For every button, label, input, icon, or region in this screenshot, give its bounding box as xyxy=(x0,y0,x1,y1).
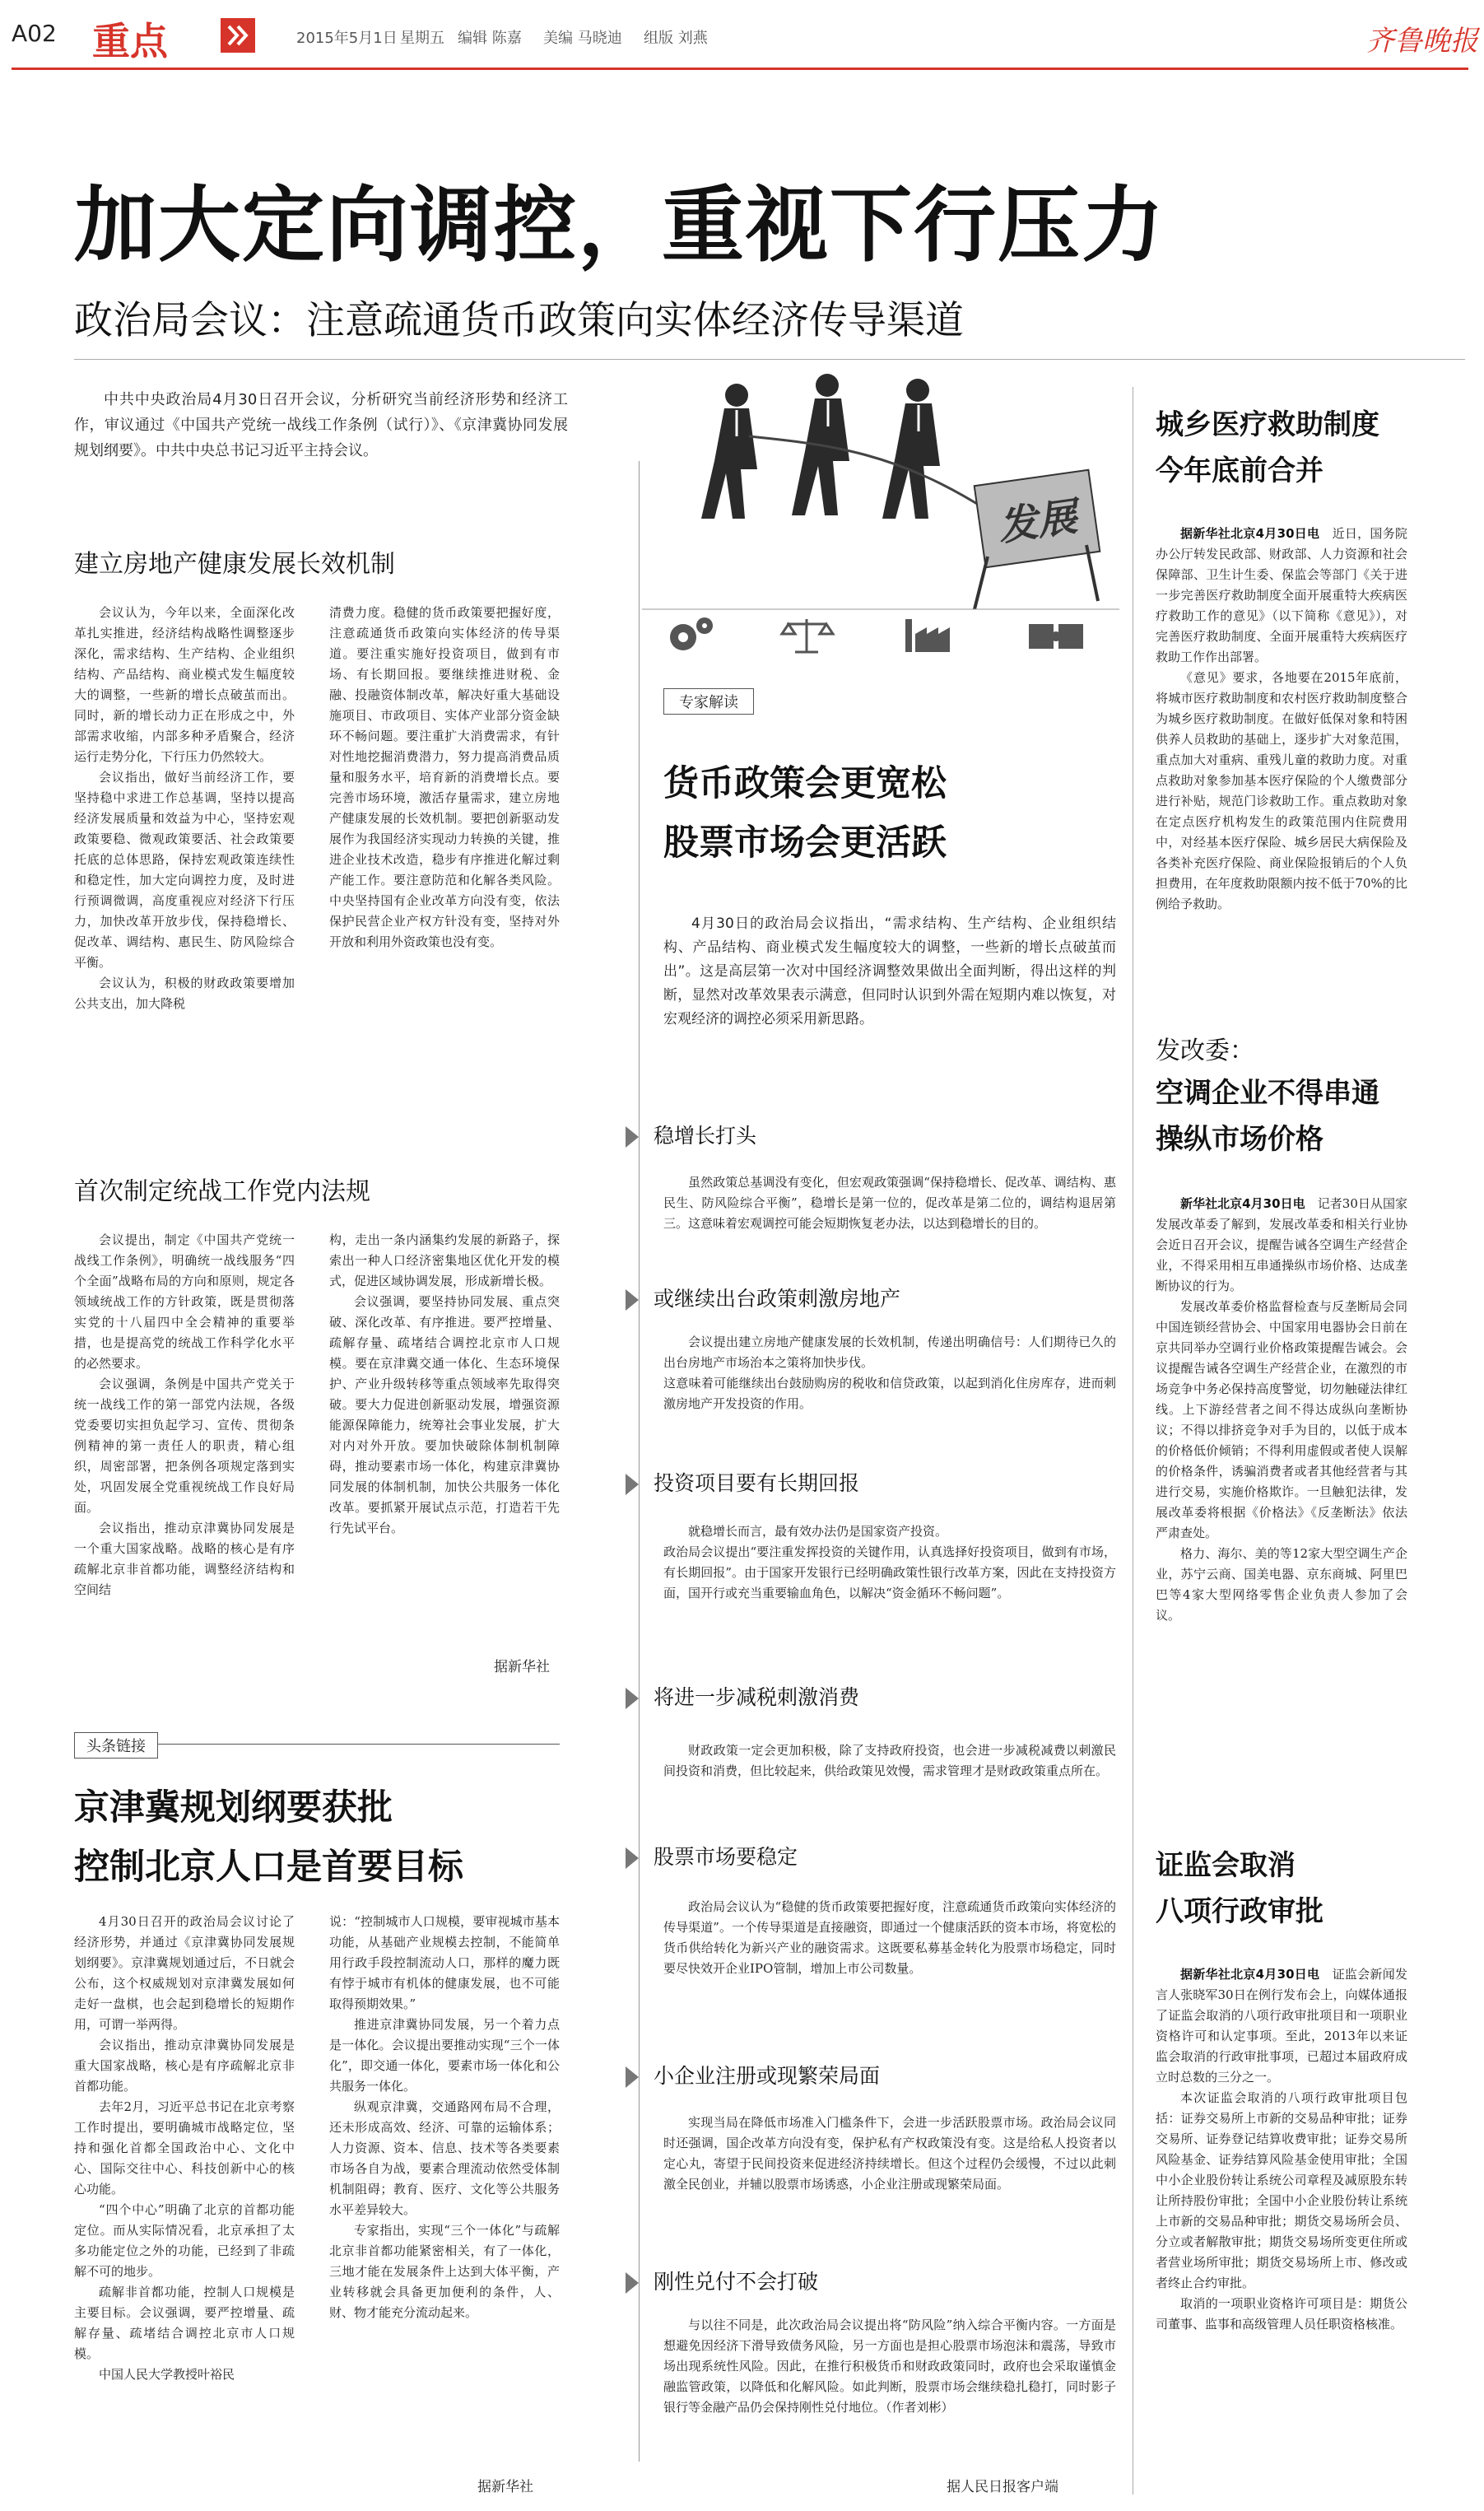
section2-right-column xyxy=(329,1230,560,1539)
issue-weekday: 星期五 xyxy=(400,30,444,47)
main-headline: 加大定向调控，重视下行压力 xyxy=(74,177,1165,273)
paragraph: 会议认为，今年以来，全面深化改革扎实推进，经济结构战略性调整逐步深化，需求结构、生产结构、企业组织结构、产品结构、商业模式发生幅度较大的调整，一些新的增长点破茧而出。同时，新的增长动力正在形成之中，外部需求收缩，内部多种矛盾聚合，经济运行走势分化，下行压力仍然较大。 xyxy=(74,605,295,764)
sidebar-credit: 据新华社 xyxy=(477,2479,533,2495)
expert-intro: 4月30日的政治局会议指出，“需求结构、生产结构、企业组织结构、产品结构、商业模式发生幅度较大的调整，一些新的增长点破茧而出”。这是高层第一次对中国经济调整效果做出全面判断，得出这样的判断，显然对改革效果表示满意，但同时认识到外需在短期内难以恢复，对宏观经济的调控必须采用新思路。 xyxy=(663,915,1116,1027)
sidebar-title-line2: 控制北京人口是首要目标 xyxy=(74,1847,463,1888)
expert-title-line2: 股票市场会更活跃 xyxy=(663,822,947,864)
section1-title: 建立房地产健康发展长效机制 xyxy=(74,550,395,579)
expert-tag: 专家解读 xyxy=(663,688,754,715)
paragraph: 会议指出，推动京津冀协同发展是重大国家战略，核心是有序疏解北京非首都功能。 xyxy=(74,2038,295,2094)
headline-subtitle: 政治局会议：注意疏通货币政策向实体经济传导渠道 xyxy=(74,298,964,343)
right-story3-body: 据新华社北京4月30日电 证监会新闻发言人张晓军30日在例行发布会上，向媒体通报了证监会取消的八项行政审批项目和一项职业资格许可和认定事项。至此，2013年以来证监会取消的行政审批事项，已超过本届政府成立时总数的三分之一。 本次证监会取消的八项行政审批项目包括：证券交易所上市新的交易品种审批；证券交易所、证券登记结算收费审批；证券交易所风险基金、证券结算风险基金使用审批；全国中小企业股份转让系统公司章程及减原股东转让所持股份审批；全国中小企业股份转让系统上市新的交易品种审批；期货交易场所会员、分立或者解散审批；期货交易场所变更住所或者营业场所审批；期货交易场所上市、修改或者终止合约审批。 取消的一项职业资格许可项目是：期货公司董事、监事和高级管理人员任职资格核准。 xyxy=(1156,1964,1407,2335)
paragraph: 疏解非首都功能，控制人口规模是主要目标。会议强调，要严控增量、疏解存量、疏堵结合调控北京市人口规模。 xyxy=(74,2285,295,2361)
triangle-marker-icon xyxy=(626,1847,639,1869)
sidebar-right-column xyxy=(329,1912,560,2323)
point-text: 就稳增长而言，最有效办法仍是国家资产投资。 政治局会议提出“要注重发挥投资的关键作用，认真选择好投资项目，做到有市场，有长期回报”。由于国家开发银行已经明确政策性银行改革方案，因此在支持投资方面，国开行或充当重要输血角色，以解决“资金循环不畅问题”。 xyxy=(663,1524,1116,1600)
paragraph: 会议指出，推动京津冀协同发展是一个重大国家战略。战略的核心是有序疏解北京非首都功能，调整经济结构和空间结 xyxy=(74,1521,295,1597)
paragraph: 中国人民大学教授叶裕民 xyxy=(99,2367,235,2382)
section2-title: 首次制定统战工作党内法规 xyxy=(74,1177,370,1206)
paragraph: 4月30日召开的政治局会议讨论了经济形势，并通过《京津冀协同发展规划纲要》。京津冀规划通过后，不日就会公布，这个权威规划对京津冀发展如何走好一盘棋，也会起到稳增长的短期作用，可谓一举两得。 xyxy=(74,1914,295,2032)
page-number: A02 xyxy=(12,20,57,47)
point-text: 财政政策一定会更加积极，除了支持政府投资，也会进一步减税减费以刺激民间投资和消费，但比较起来，供给政策见效慢，需求管理才是财政政策重点所在。 xyxy=(663,1743,1116,1778)
point-text: 实现当局在降低市场准入门槛条件下，会进一步活跃股票市场。政治局会议同时还强调，国企改革方向没有变，保护私有产权政策没有变。这是给私人投资者以定心丸，寄望于民间投资来促进经济持续增长。但这个过程仍会缓慢，不过以此刺激全民创业，并辅以股票市场诱惑，小企业注册或现繁荣局面。 xyxy=(663,2115,1116,2192)
lead-paragraph: 中共中央政治局4月30日召开会议，分析研究当前经济形势和经济工作，审议通过《中国共产党统一战线工作条例（试行）》、《京津冀协同发展规划纲要》。中共中央总书记习近平主持会议。 xyxy=(74,391,568,459)
headline-rule xyxy=(74,359,1465,360)
triangle-marker-icon xyxy=(626,1688,639,1709)
triangle-marker-icon xyxy=(626,1126,639,1148)
point-text: 会议提出建立房地产健康发展的长效机制，传递出明确信号：人们期待已久的出台房地产市场治本之策将加快步伐。 这意味着可能继续出台鼓励购房的税收和信贷政策，以起到消化住房库存，进而刺激房地产开发投资的作用。 xyxy=(663,1335,1116,1411)
paper-logo: 齐鲁晚报 xyxy=(1366,25,1478,58)
paragraph: 清费力度。稳健的货币政策要把握好度，注意疏通货币政策向实体经济的传导渠道。要注重实施好投资项目，做到有市场、有长期回报。要继续推进财税、金融、投融资体制改革，解决好重大基础设施项目、市政项目、实体产业部分资金缺环不畅问题。要注重扩大消费需求，有针对性地挖掘消费潜力，努力提高消费品质量和服务水平，培育新的消费增长点。要完善市场环境，激活存量需求，建立房地产健康发展的长效机制。要把创新驱动发展作为我国经济实现动力转换的关键，推进企业技术改造，稳步有序推进化解过剩产能工作。要注意防范和化解各类风险。中央坚持国有企业改革方向没有变，依法保护民营企业产权方针没有变，坚持对外开放和利用外资政策也没有变。 xyxy=(329,605,560,949)
paragraph: 构，走出一条内涵集约发展的新路子，探索出一种人口经济密集地区优化开发的模式，促进区域协调发展，形成新增长极。 xyxy=(329,1232,560,1288)
editor-credit: 编辑 陈嘉 xyxy=(458,30,522,47)
triangle-marker-icon xyxy=(626,2066,639,2088)
layout-credit: 组版 刘燕 xyxy=(644,30,708,47)
right-story2-body: 新华社北京4月30日电 记者30日从国家发展改革委了解到，发展改革委和相关行业协会近日召开会议，提醒告诫各空调生产经营企业，不得采用相互串通操纵市场价格、达成垄断协议的行为。 发展改革委价格监督检查与反垄断局会同中国连锁经营协会、中国家用电器协会日前在京共同举办空调行业价格政策提醒告诫会。会议提醒告诫各空调生产经营企业，在激烈的市场竞争中务必保持高度警觉，切勿触碰法律红线。上下游经营者之间不得达成纵向垄断协议；不得以排挤竞争对手为目的，以低于成本的价格低价倾销；不得利用虚假或者使人误解的价格条件，诱骗消费者或者其他经营者与其进行交易，实施价格欺诈。一旦触犯法律，发展改革委将根据《价格法》《反垄断法》依法严肃查处。 格力、海尔、美的等12家大型空调生产企业，苏宁云商、国美电器、京东商城、阿里巴巴等4家大型网络零售企业负责人参加了会议。 xyxy=(1156,1194,1407,1626)
right-story1-title: 城乡医疗救助制度 今年底前合并 xyxy=(1156,408,1379,487)
point-房地产: 或继续出台政策刺激房地产 xyxy=(626,1283,900,1312)
point-text: 与以往不同是，此次政治局会议提出将“防风险”纳入综合平衡内容。一方面是想避免因经济下滑导致债务风险，另一方面也是担心股票市场泡沫和震荡，导致市场出现系统性风险。因此，在推行积极货币和财政政策同时，政府也会采取谨慎金融监管政策，以降低和化解风险。如此判断，股票市场会继续稳扎稳打，同时影子银行等金融产品仍会保持刚性兑付地位。（作者刘彬） xyxy=(663,2318,1116,2415)
paragraph: 《意见》要求，各地要在2015年底前，将城市医疗救助制度和农村医疗救助制度整合为城乡医疗救助制度。在做好低保对象和特困供养人员救助的基础上，逐步扩大对象范围，重点加大对重病、重残儿童的救助力度。对重点救助对象参加基本医疗保险的个人缴费部分进行补贴，规范门诊救助工作。重点救助对象在定点医疗机构发生的政策范围内住院费用中，对经基本医疗保险、城乡居民大病保险及各类补充医疗保险、商业保险报销后的个人负担费用，在年度救助限额内按不低于70%的比例给予救助。 xyxy=(1156,670,1407,911)
paragraph: 会议提出，制定《中国共产党统一战线工作条例》，明确统一战线服务“四个全面”战略布局的方向和原则，规定各领域统战工作的方针政策，既是贯彻落实党的十八届四中全会精神的重要举措，也是提高党的统战工作科学化水平的必然要求。 xyxy=(74,1232,295,1371)
development-sign xyxy=(975,470,1100,609)
triangle-marker-icon xyxy=(626,2272,639,2294)
paragraph: 会议强调，条例是中国共产党关于统一战线工作的第一部党内法规，各级党委要切实担负起学习、宣传、贯彻条例精神的第一责任人的职责，精心组织，周密部署，把条例各项规定落到实处，巩固发展全党重视统战工作良好局面。 xyxy=(74,1377,295,1515)
section2-left-column xyxy=(74,1230,295,1600)
point-投资项目: 投资项目要有长期回报 xyxy=(626,1467,859,1497)
paragraph: 会议指出，做好当前经济工作，要坚持稳中求进工作总基调，坚持以提高经济发展质量和效益为中心，坚持宏观政策要稳、微观政策要活、社会政策要托底的总体思路，保持宏观政策连续性和稳定性，加大定向调控力度，及时进行预调微调，高度重视应对经济下行压力，加快改革开放步伐，保持稳增长、促改革、调结构、惠民生、防风险综合平衡。 xyxy=(74,770,295,970)
point-text: 政治局会议认为“稳健的货币政策要把握好度，注意疏通货币政策向实体经济的传导渠道”。一个传导渠道是直接融资，即通过一个健康活跃的资本市场，将宽松的货币供给转化为新兴产业的融资需求。这既要私募基金转化为股票市场稳定，同时要尽快效开企业IPO管制，增加上市公司数量。 xyxy=(663,1899,1116,1976)
triangle-marker-icon xyxy=(626,1289,639,1311)
svg-text:发展: 发展 xyxy=(995,493,1080,551)
point-稳增长打头: 稳增长打头 xyxy=(626,1120,756,1149)
expert-title-line1: 货币政策会更宽松 xyxy=(663,763,947,804)
section1-right-column xyxy=(329,603,560,953)
point-text: 虽然政策总基调没有变化，但宏观政策强调“保持稳增长、促改革、调结构、惠民生、防风险综合平衡”，稳增长是第一位的，促改革是第二位的，调结构退居第三。这意味着宏观调控可能会短期恢复老办法，以达到稳增长的目的。 xyxy=(663,1175,1116,1231)
paragraph: 会议强调，要坚持协同发展、重点突破、深化改革、有序推进。要严控增量、疏解存量、疏堵结合调控北京市人口规模。要在京津冀交通一体化、生态环境保护、产业升级转移等重点领域率先取得突破。要大力促进创新驱动发展，增强资源能源保障能力，统筹社会事业发展，扩大对内对外开放。要加快破除体制机制障碍，推动要素市场一体化，构建京津冀协同发展的体制机制，加快公共服务一体化改革。要抓紧开展试点示范，打造若干先行先试平台。 xyxy=(329,1294,560,1535)
paragraph: 本次证监会取消的八项行政审批项目包括：证券交易所上市新的交易品种审批；证券交易所、证券登记结算收费审批；证券交易所风险基金、证券结算风险基金使用审批；全国中小企业股份转让系统公司章程及减原股东转让所持股份审批；全国中小企业股份转让系统上市新的交易品种审批；期货交易场所会员、分立或者解散审批；期货交易场所变更住所或者营业场所审批；期货交易场所上市、修改或者终止合约审批。 xyxy=(1156,2090,1407,2290)
masthead-rule xyxy=(12,68,1468,70)
paragraph: 发展改革委价格监督检查与反垄断局会同中国连锁经营协会、中国家用电器协会日前在京共同举办空调行业价格政策提醒告诫会。会议提醒告诫各空调生产经营企业，在激烈的市场竞争中务必保持高度警觉，切勿触碰法律红线。上下游经营者之间不得达成纵向垄断协议；不得以排挤竞争对手为目的，以低于成本的价格低价倾销；不得利用虚假或者使人误解的价格条件，诱骗消费者或者其他经营者与其进行交易，实施价格欺诈。一旦触犯法律，发展改革委将根据《价格法》《反垄断法》依法严肃查处。 xyxy=(1156,1299,1407,1540)
sidebar-title-line1: 京津冀规划纲要获批 xyxy=(74,1787,393,1829)
issue-date: 2015年5月1日 xyxy=(296,30,398,47)
expert-credit: 据人民日报客户端 xyxy=(947,2479,1058,2495)
triangle-marker-icon xyxy=(626,1474,639,1495)
development-illustration xyxy=(626,362,1119,667)
right-story3-title: 证监会取消 八项行政审批 xyxy=(1156,1849,1324,1928)
right-story2-title: 发改委： 空调企业不得串通 操纵市场价格 xyxy=(1156,1037,1379,1156)
paragraph: 说：“控制城市人口规模，要审视城市基本功能，从基础产业规模去控制，不能简单用行政手段控制流动人口，那样的魔力既有悖于城市有机体的健康发展，也不可能取得预期效果。” xyxy=(329,1914,560,2011)
right-story1-body: 据新华社北京4月30日电 近日，国务院办公厅转发民政部、财政部、人力资源和社会保障部、卫生计生委、保监会等部门《关于进一步完善医疗救助制度全面开展重特大疾病医疗救助工作的意见》（以下简称《意见》），对完善医疗救助制度、全面开展重特大疾病医疗救助工作作出部署。 《意见》要求，各地要在2015年底前，将城市医疗救助制度和农村医疗救助制度整合为城乡医疗救助制度。在做好低保对象和特困供养人员救助的基础上，逐步扩大对象范围，重点加大对重病、重残儿童的救助力度。对重点救助对象参加基本医疗保险的个人缴费部分进行补贴，规范门诊救助工作。重点救助对象在定点医疗机构发生的政策范围内住院费用中，对经基本医疗保险、城乡居民大病保险及各类补充医疗保险、商业保险报销后的个人负担费用，在年度救助限额内按不低于70%的比例给予救助。 xyxy=(1156,524,1407,915)
timeline-line xyxy=(639,461,640,2462)
section-label: 重点 xyxy=(92,19,168,63)
sidebar-left-column xyxy=(74,1912,295,2385)
gears-icon xyxy=(670,617,713,650)
puzzle-icon xyxy=(1029,624,1083,649)
section-chevron-icon xyxy=(221,18,255,53)
point-刚性兑付: 刚性兑付不会打破 xyxy=(626,2266,818,2295)
paragraph: 去年2月，习近平总书记在北京考察工作时提出，要明确城市战略定位，坚持和强化首都全国政治中心、文化中心、国际交往中心、科技创新中心的核心功能。 xyxy=(74,2099,295,2197)
section1-left-column xyxy=(74,603,295,1014)
factory-icon xyxy=(905,619,950,652)
section2-credit: 据新华社 xyxy=(494,1659,550,1675)
paragraph: 专家指出，实现“三个一体化”与疏解北京非首都功能紧密相关，有了一体化，三地才能在发展条件上达到大体平衡，产业转移就会具备更加便利的条件，人、财、物才能充分流动起来。 xyxy=(329,2223,560,2320)
point-减税: 将进一步减税刺激消费 xyxy=(626,1681,859,1711)
paragraph: “四个中心”明确了北京的首都功能定位。而从实际情况看，北京承担了太多功能定位之外的功能，已经到了非疏解不可的地步。 xyxy=(74,2202,295,2279)
paragraph: 取消的一项职业资格许可项目是：期货公司董事、监事和高级管理人员任职资格核准。 xyxy=(1156,2296,1407,2332)
paragraph: 纵观京津冀，交通路网布局不合理，还未形成高效、经济、可靠的运输体系；人力资源、资本、信息、技术等各类要素市场各自为战，要素合理流动依然受体制机制阻碍；教育、医疗、文化等公共服务水平差异较大。 xyxy=(329,2099,560,2217)
point-小企业: 小企业注册或现繁荣局面 xyxy=(626,2060,880,2089)
paragraph: 会议认为，积极的财政政策要增加公共支出，加大降税 xyxy=(74,976,295,1011)
paragraph: 格力、海尔、美的等12家大型空调生产企业，苏宁云商、国美电器、京东商城、阿里巴巴等4家大型网络零售企业负责人参加了会议。 xyxy=(1156,1546,1407,1623)
paragraph: 推进京津冀协同发展，另一个着力点是一体化。会议提出要推动实现“三个一体化”，即交通一体化，要素市场一体化和公共服务一体化。 xyxy=(329,2017,560,2094)
point-股票市场: 股票市场要稳定 xyxy=(626,1841,798,1870)
sidebar-tag: 头条链接 xyxy=(74,1732,158,1759)
designer-credit: 美编 马晓迪 xyxy=(543,30,622,47)
scales-icon xyxy=(782,619,833,652)
